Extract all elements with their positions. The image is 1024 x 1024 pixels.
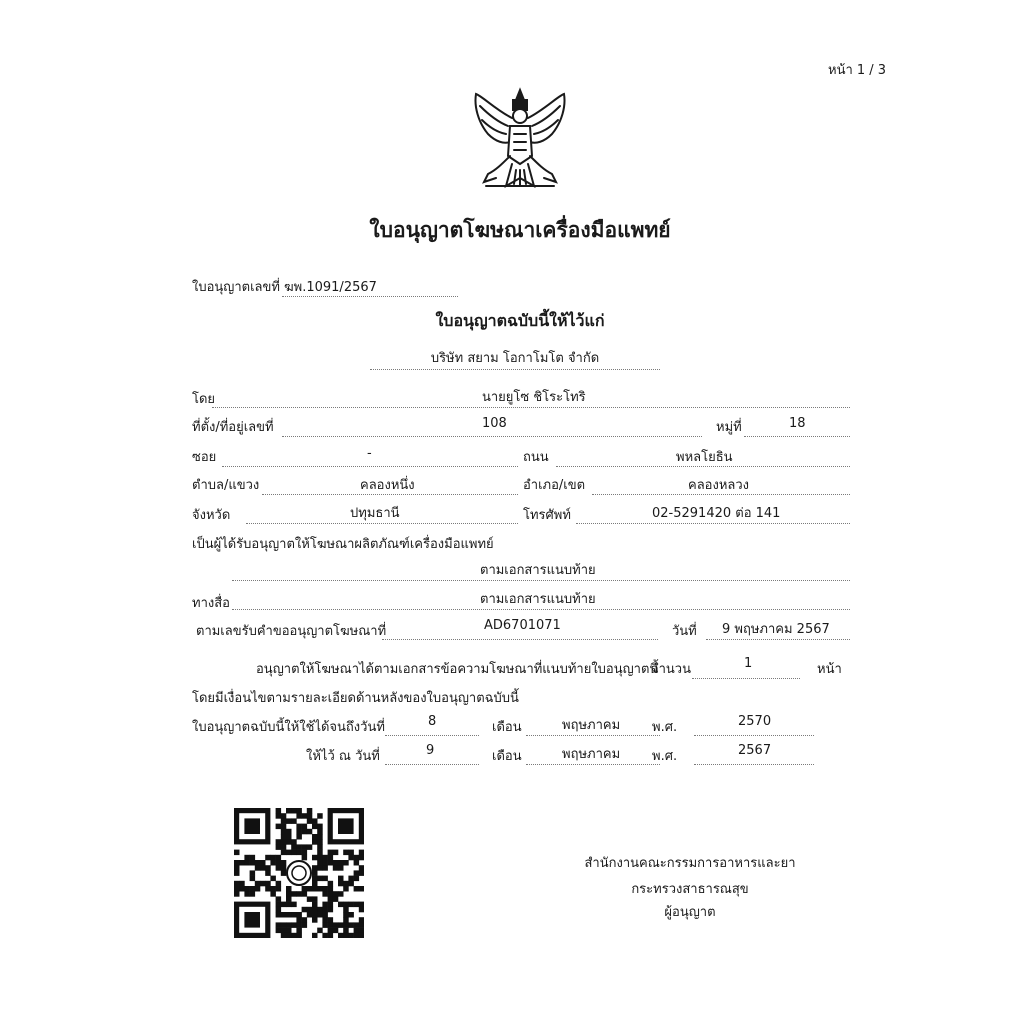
issued-on-month: พฤษภาคม xyxy=(562,747,621,762)
issued-on-year-label: พ.ศ. xyxy=(652,749,678,764)
soi-dots xyxy=(222,466,518,467)
license-number-dots xyxy=(282,296,458,297)
moo-dots xyxy=(744,436,850,437)
by-label: โดย xyxy=(192,392,216,407)
valid-until-month: พฤษภาคม xyxy=(562,718,621,733)
province-dots xyxy=(246,523,518,524)
address-value: 108 xyxy=(482,416,507,431)
license-number-label: ใบอนุญาตเลขที่ xyxy=(192,280,280,295)
approval-count-value: 1 xyxy=(744,656,753,671)
road-value: พหลโยธิน xyxy=(676,450,733,465)
phone-label: โทรศัพท์ xyxy=(523,508,571,523)
road-dots xyxy=(556,466,850,467)
permitted-value: ตามเอกสารแนบท้าย xyxy=(480,563,596,578)
approval-count-label: จำนวน xyxy=(651,662,691,677)
license-number-value: ฆพ.1091/2567 xyxy=(284,280,377,295)
issued-on-label: ให้ไว้ ณ วันที่ xyxy=(306,749,380,764)
province-value: ปทุมธานี xyxy=(350,506,400,521)
valid-until-month-label: เดือน xyxy=(492,720,522,735)
phone-dots xyxy=(576,523,850,524)
permitted-text: เป็นผู้ได้รับอนุญาตให้โฆษณาผลิตภัณฑ์เครื่องมือแพทย์ xyxy=(192,537,494,552)
phone-value: 02-5291420 ต่อ 141 xyxy=(652,506,781,521)
by-dots xyxy=(212,407,850,408)
valid-until-day-dots xyxy=(385,735,479,736)
moo-label: หมู่ที่ xyxy=(716,420,742,435)
request-dots xyxy=(382,639,658,640)
media-dots xyxy=(232,609,850,610)
valid-until-year: 2570 xyxy=(738,714,772,729)
approval-count-dots xyxy=(692,678,800,679)
qr-code-icon xyxy=(234,808,364,938)
address-label: ที่ตั้ง/ที่อยู่เลขที่ xyxy=(192,420,274,435)
issued-on-day-dots xyxy=(385,764,479,765)
page-number: หน้า 1 / 3 xyxy=(828,63,887,78)
district-value: คลองหลวง xyxy=(688,478,750,493)
subdistrict-label: ตำบล/แขวง xyxy=(192,478,260,493)
request-date-label: วันที่ xyxy=(672,624,697,639)
request-date-dots xyxy=(706,639,850,640)
issued-on-month-label: เดือน xyxy=(492,749,522,764)
issued-on-year: 2567 xyxy=(738,743,772,758)
issued-on-day: 9 xyxy=(426,743,435,758)
soi-value: - xyxy=(367,446,372,461)
issued-on-month-dots xyxy=(526,764,660,765)
conditions-text: โดยมีเงื่อนไขตามรายละเอียดด้านหลังของใบอนุญาตฉบับนี้ xyxy=(192,691,519,706)
issuer-ministry: กระทรวงสาธารณสุข xyxy=(631,882,749,897)
request-value: AD6701071 xyxy=(484,618,561,633)
valid-until-month-dots xyxy=(526,735,660,736)
approval-unit: หน้า xyxy=(817,662,842,677)
request-label: ตามเลขรับคำขออนุญาตโฆษณาที่ xyxy=(196,624,387,639)
media-value: ตามเอกสารแนบท้าย xyxy=(480,592,596,607)
request-date-value: 9 พฤษภาคม 2567 xyxy=(722,622,830,637)
issuer-office: สำนักงานคณะกรรมการอาหารและยา xyxy=(584,856,796,871)
document-title: ใบอนุญาตโฆษณาเครื่องมือแพทย์ xyxy=(369,218,671,242)
garuda-emblem-icon xyxy=(466,86,574,196)
issued-to-heading: ใบอนุญาตฉบับนี้ให้ไว้แก่ xyxy=(435,311,605,330)
valid-until-year-dots xyxy=(694,735,814,736)
road-label: ถนน xyxy=(523,450,549,465)
moo-value: 18 xyxy=(789,416,806,431)
permitted-dots xyxy=(232,580,850,581)
valid-until-year-label: พ.ศ. xyxy=(652,720,678,735)
issuer-role: ผู้อนุญาต xyxy=(664,905,716,920)
soi-label: ซอย xyxy=(192,450,217,465)
issued-on-year-dots xyxy=(694,764,814,765)
address-dots xyxy=(282,436,702,437)
district-label: อำเภอ/เขต xyxy=(523,478,586,493)
by-value: นายยูโซ ชิโระโทริ xyxy=(482,390,586,405)
valid-until-day: 8 xyxy=(428,714,437,729)
subdistrict-value: คลองหนึ่ง xyxy=(360,478,415,493)
company-name: บริษัท สยาม โอกาโมโต จำกัด xyxy=(430,351,600,366)
subdistrict-dots xyxy=(262,494,518,495)
company-dots xyxy=(370,369,660,370)
valid-until-label: ใบอนุญาตฉบับนี้ให้ใช้ได้จนถึงวันที่ xyxy=(192,720,385,735)
media-label: ทางสื่อ xyxy=(192,596,230,611)
approval-text: อนุญาตให้โฆษณาได้ตามเอกสารข้อความโฆษณาที่แนบท้ายใบอนุญาตนี้ xyxy=(256,662,659,677)
district-dots xyxy=(592,494,850,495)
province-label: จังหวัด xyxy=(192,508,231,523)
